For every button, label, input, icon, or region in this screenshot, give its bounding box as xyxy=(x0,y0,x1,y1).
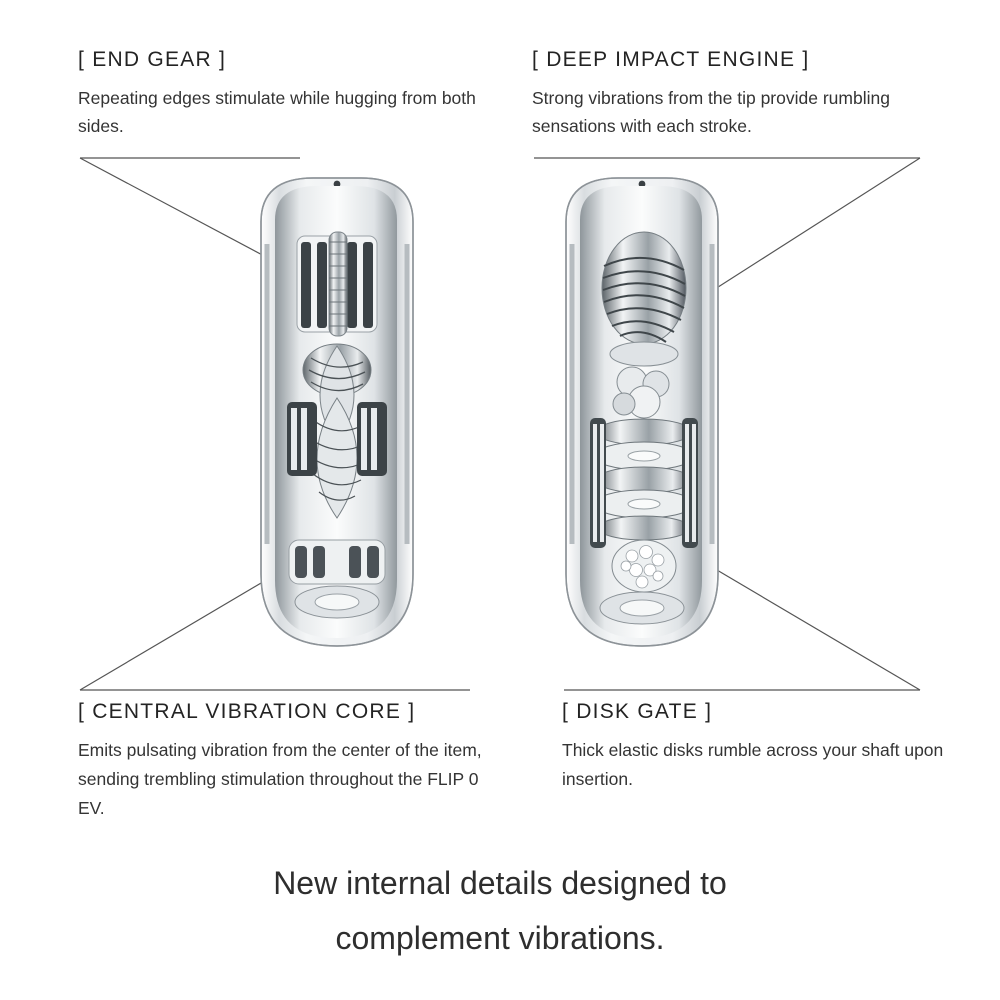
callout-title-end-gear: [ END GEAR ] xyxy=(78,48,227,71)
callout-end-gear xyxy=(78,48,508,141)
headline-line-1: New internal details designed to xyxy=(273,865,727,901)
lower-chamber-left xyxy=(289,540,385,618)
callout-title-deep-impact-engine: [ DEEP IMPACT ENGINE ] xyxy=(532,48,810,71)
lower-chamber-right xyxy=(600,592,684,624)
device-right-svg xyxy=(540,170,790,680)
callout-title-central-vibration-core: [ CENTRAL VIBRATION CORE ] xyxy=(78,700,416,723)
headline xyxy=(0,856,1000,966)
disk-gate-structure xyxy=(594,419,694,540)
callout-disk-gate xyxy=(562,700,962,794)
callout-desc-deep-impact-engine: Strong vibrations from the tip provide rumbling sensations with each stroke. xyxy=(532,88,890,137)
callout-desc-central-vibration-core: Emits pulsating vibration from the center of the item, sending trembling stimulation throughout the FLIP 0 EV. xyxy=(78,740,482,819)
device-left-svg xyxy=(235,170,485,680)
callout-desc-disk-gate: Thick elastic disks rumble across your shaft upon insertion. xyxy=(562,740,944,790)
headline-line-2: complement vibrations. xyxy=(335,920,665,957)
cutaway-device-left xyxy=(235,170,485,680)
callout-central-vibration-core xyxy=(78,700,498,823)
cutaway-device-right xyxy=(540,170,790,680)
nodule-cluster-lower xyxy=(612,540,676,592)
callout-desc-end-gear: Repeating edges stimulate while hugging from both sides. xyxy=(78,88,476,137)
callout-title-disk-gate: [ DISK GATE ] xyxy=(562,700,713,723)
device-illustrations xyxy=(0,170,1000,690)
end-gear-structure xyxy=(297,232,377,336)
callout-deep-impact-engine xyxy=(532,48,962,141)
